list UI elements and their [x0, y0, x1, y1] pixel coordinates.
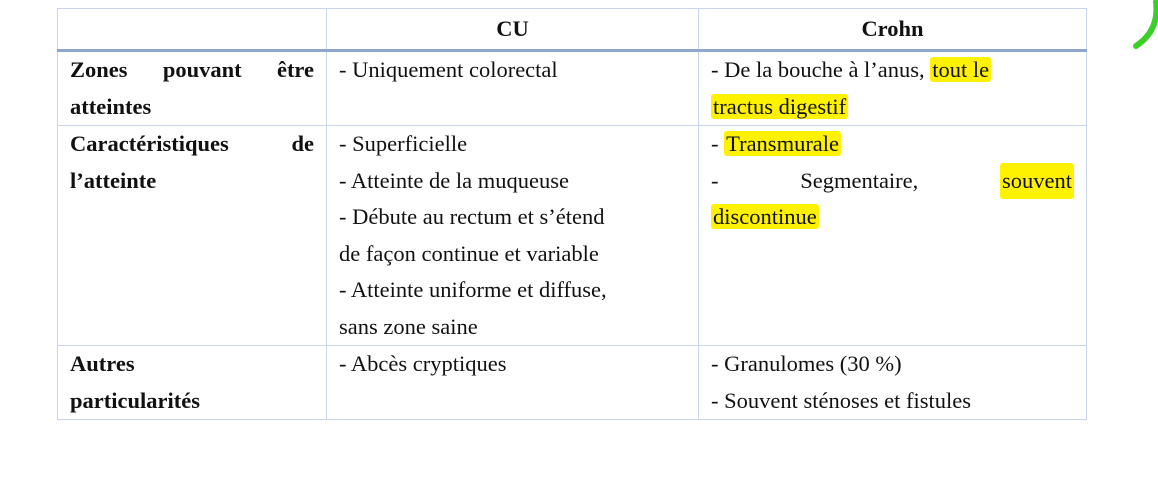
row-label-line: atteintes [70, 93, 152, 119]
green-pen-mark-icon [1128, 0, 1158, 60]
row-label [58, 126, 327, 346]
row-label-line: particularités [70, 387, 200, 413]
row-label [58, 346, 327, 420]
crohn-cell [699, 51, 1087, 126]
crohn-text: - [711, 131, 725, 156]
crohn-line: - Souvent sténoses et fistules [711, 387, 971, 413]
row-label [58, 51, 327, 126]
cu-line: sans zone saine [339, 313, 478, 339]
cu-line: - Uniquement colorectal [339, 57, 558, 82]
row-label-line: Autres [70, 351, 135, 376]
cu-line: - Abcès cryptiques [339, 351, 507, 376]
crohn-line [711, 89, 1074, 126]
table-row [58, 126, 1087, 346]
header-cu: CU [327, 9, 699, 51]
table-row [58, 346, 1087, 420]
header-row [58, 9, 1087, 51]
crohn-text: Segmentaire, [800, 167, 919, 193]
crohn-cell [699, 346, 1087, 420]
highlighted-text: tractus digestif [713, 93, 847, 119]
comparison-table [57, 8, 1087, 420]
crohn-text: - De la bouche à l’anus, [711, 57, 931, 82]
crohn-line [711, 199, 1074, 236]
crohn-line [711, 126, 1074, 163]
cu-cell [327, 51, 699, 126]
crohn-text: - [711, 167, 719, 193]
cu-line: - Superficielle [339, 131, 468, 156]
header-empty [58, 9, 327, 51]
crohn-line [711, 52, 1074, 89]
row-label-line: Caractéristiques de [70, 131, 314, 156]
highlighted-text: Transmurale [726, 131, 840, 156]
cu-line: - Débute au rectum et s’étend [339, 204, 605, 229]
cu-cell [327, 126, 699, 346]
crohn-cell [699, 126, 1087, 346]
highlighted-text: souvent [1000, 163, 1074, 200]
row-label-line: l’atteinte [70, 167, 157, 193]
cu-cell [327, 346, 699, 420]
cu-line: - Atteinte uniforme et diffuse, [339, 277, 607, 302]
header-crohn: Crohn [699, 9, 1087, 51]
crohn-line: - Granulomes (30 %) [711, 351, 902, 376]
cu-line: - Atteinte de la muqueuse [339, 167, 569, 193]
crohn-line [711, 163, 1074, 200]
highlighted-text: tout le [932, 57, 990, 82]
cu-line: de façon continue et variable [339, 240, 599, 266]
highlighted-text: discontinue [713, 204, 817, 229]
row-label-line: Zones pouvant être [70, 57, 314, 82]
table-row [58, 51, 1087, 126]
